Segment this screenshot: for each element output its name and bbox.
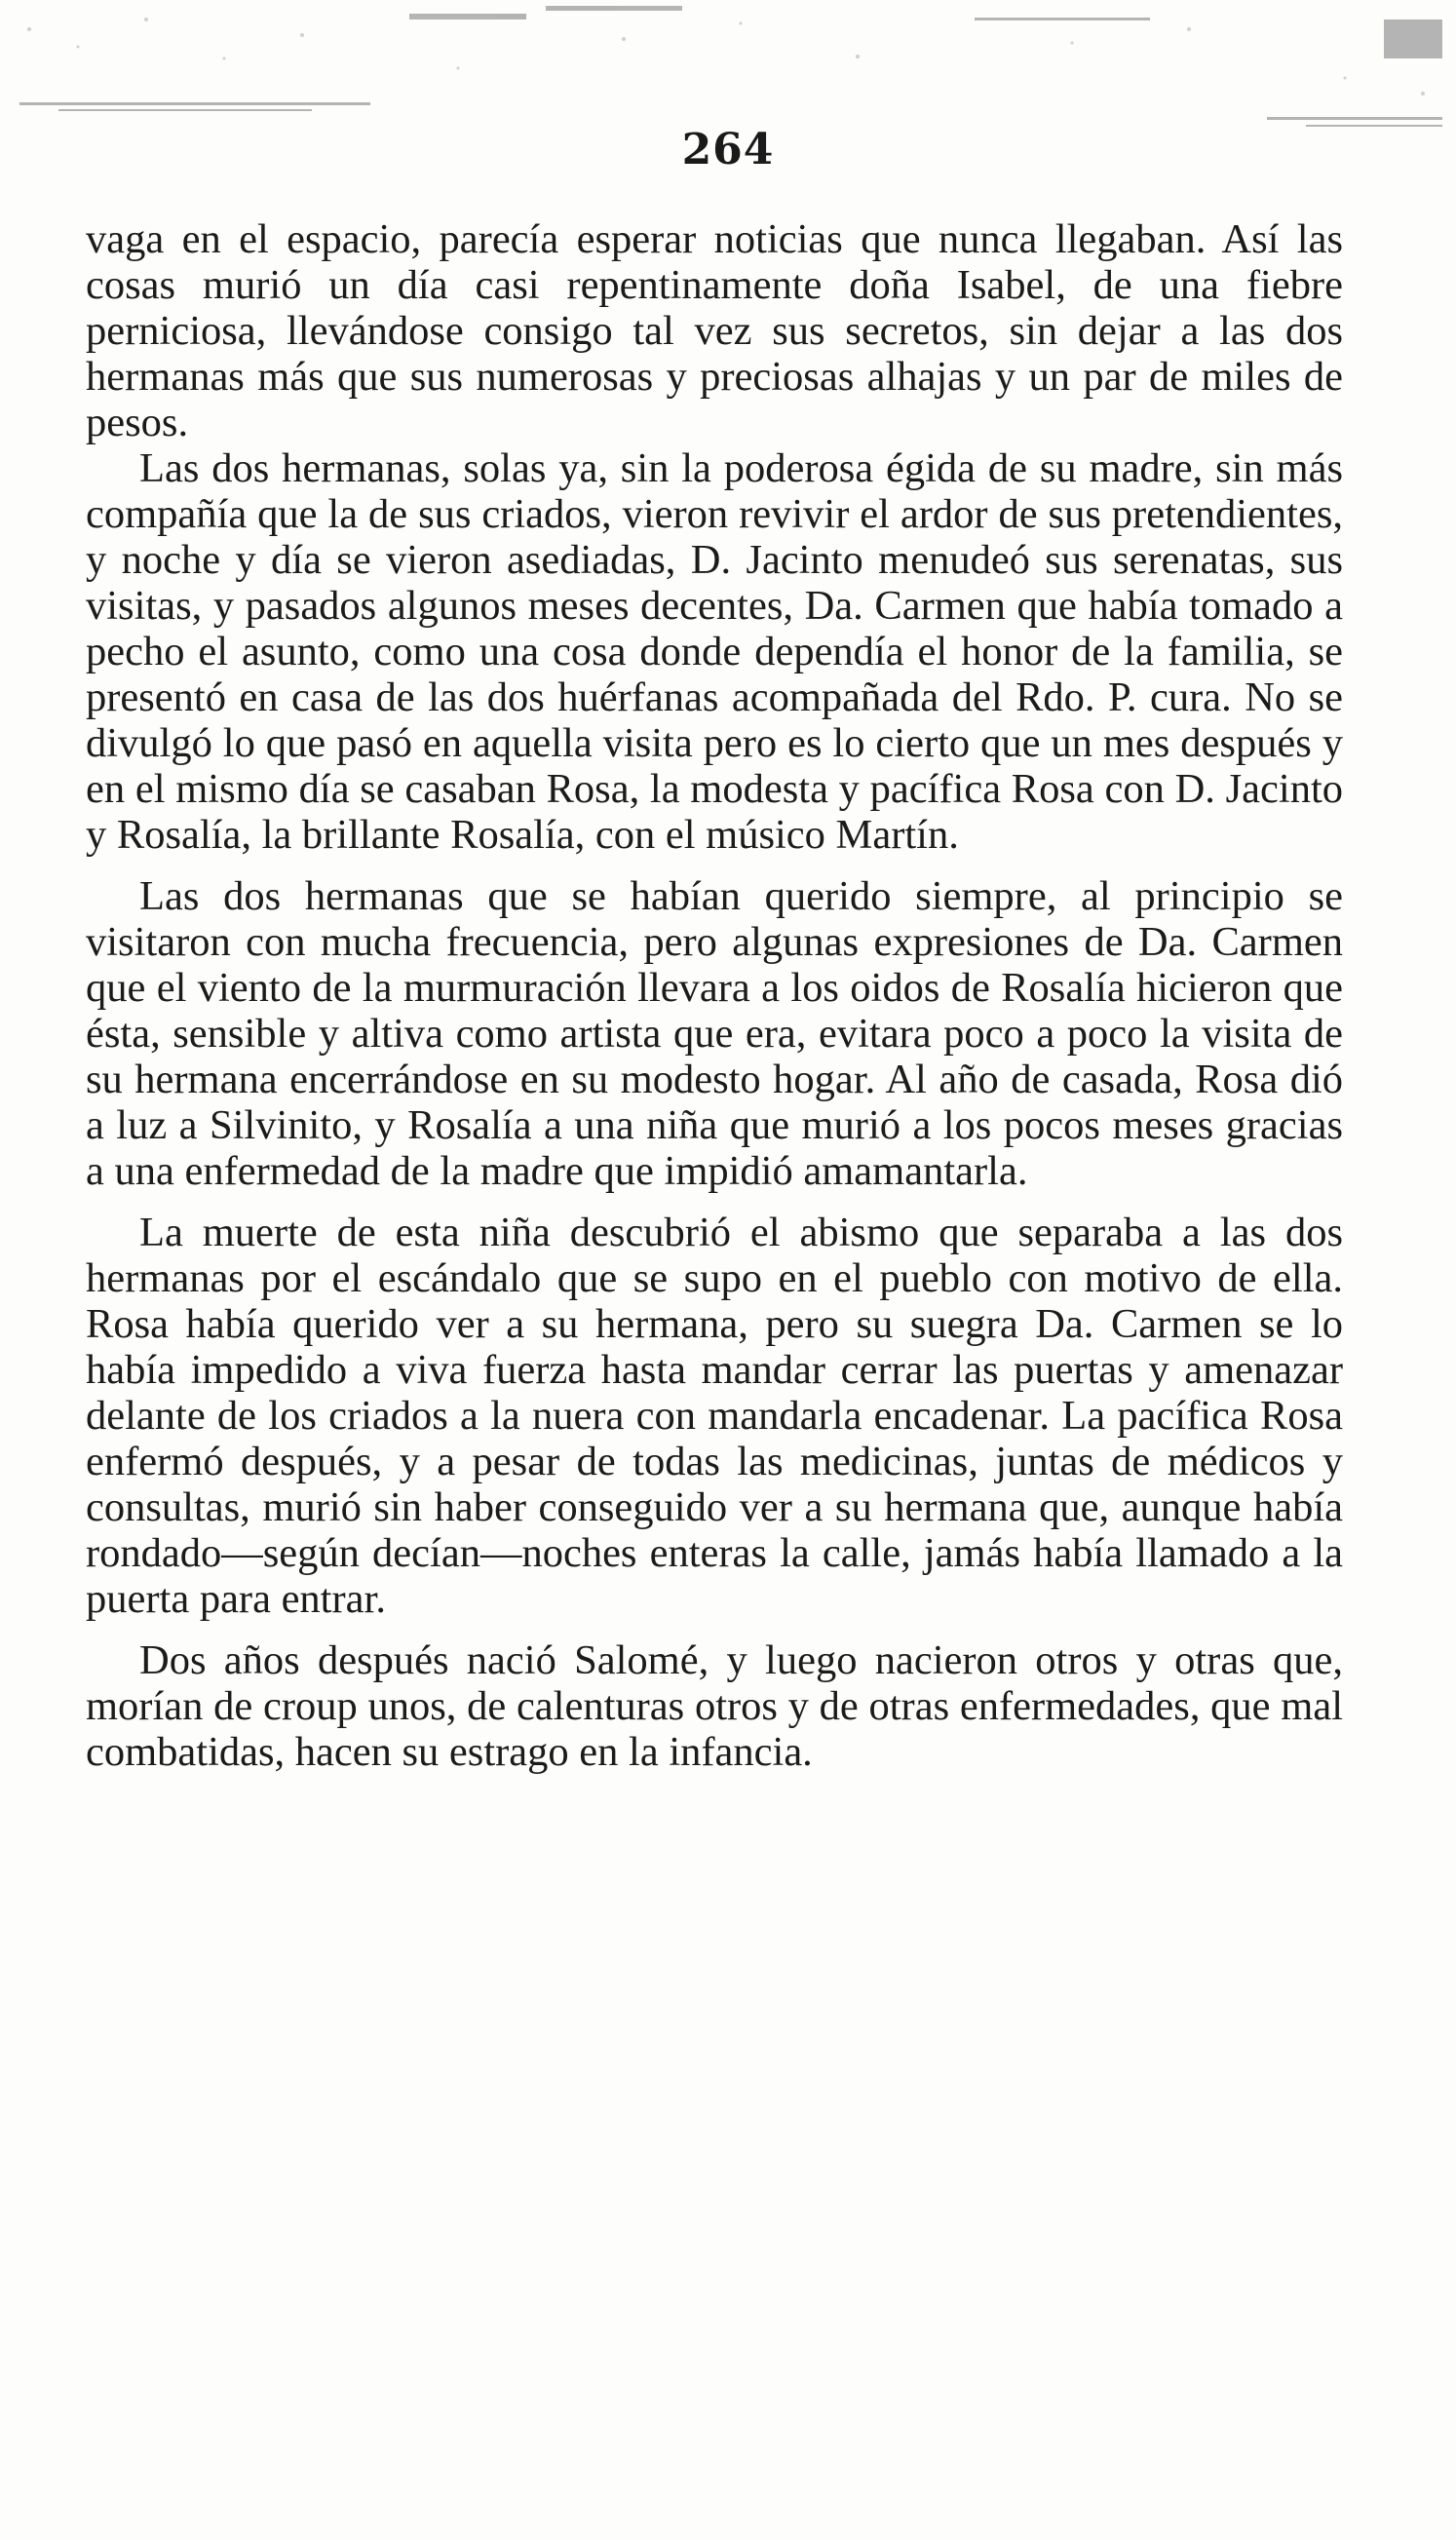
paragraph-3: Las dos hermanas que se habían querido siempre, al principio se visitaron con mucha frecuencia, pero algunas expresiones de Da. Carmen que el viento de la murmuración llevara a los oidos de Rosalía hicieron que ésta, sensible y altiva como artista que era, evitara poco a poco la visita de su hermana encerrándose en su modesto hogar. Al año de casada, Rosa dió a luz a Silvinito, y Rosalía a una niña que murió a los pocos meses gracias a una enfermedad de la madre que impidió amamantarla.: [86, 873, 1343, 1194]
paragraph-2: Las dos hermanas, solas ya, sin la poderosa égida de su madre, sin más compañía que la de sus criados, vieron revivir el ardor de sus pretendientes, y noche y día se vieron asediadas, D. Jacinto menudeó sus serenatas, sus visitas, y pasados algunos meses decentes, Da. Carmen que había tomado a pecho el asunto, como una cosa donde dependía el honor de la familia, se presentó en casa de las dos huérfanas acompañada del Rdo. P. cura. No se divulgó lo que pasó en aquella visita pero es lo cierto que un mes después y en el mismo día se casaban Rosa, la modesta y pacífica Rosa con D. Jacinto y Rosalía, la brillante Rosalía, con el músico Martín.: [86, 445, 1343, 858]
paragraph-5: Dos años después nació Salomé, y luego nacieron otros y otras que, morían de croup unos, de calenturas otros y de otras enfermedades, que mal combatidas, hacen su estrago en la infancia.: [86, 1637, 1343, 1775]
body-text: [86, 216, 1343, 1775]
paragraph-4: La muerte de esta niña descubrió el abismo que separaba a las dos hermanas por el escándalo que se supo en el pueblo con motivo de ella. Rosa había querido ver a su hermana, pero su suegra Da. Carmen se lo había impedido a viva fuerza hasta mandar cerrar las puertas y amenazar delante de los criados a la nuera con mandarla encadenar. La pacífica Rosa enfermó después, y a pesar de todas las medicinas, juntas de médicos y consultas, murió sin haber conseguido ver a su hermana que, aunque había rondado—según decían—noches enteras la calle, jamás había llamado a la puerta para entrar.: [86, 1210, 1343, 1622]
page-number: 264: [681, 125, 775, 174]
paragraph-1: vaga en el espacio, parecía esperar noticias que nunca llegaban. Así las cosas murió un día casi repentinamente doña Isabel, de una fiebre perniciosa, llevándose consigo tal vez sus secretos, sin dejar a las dos hermanas más que sus numerosas y preciosas alhajas y un par de miles de pesos.: [86, 216, 1343, 445]
